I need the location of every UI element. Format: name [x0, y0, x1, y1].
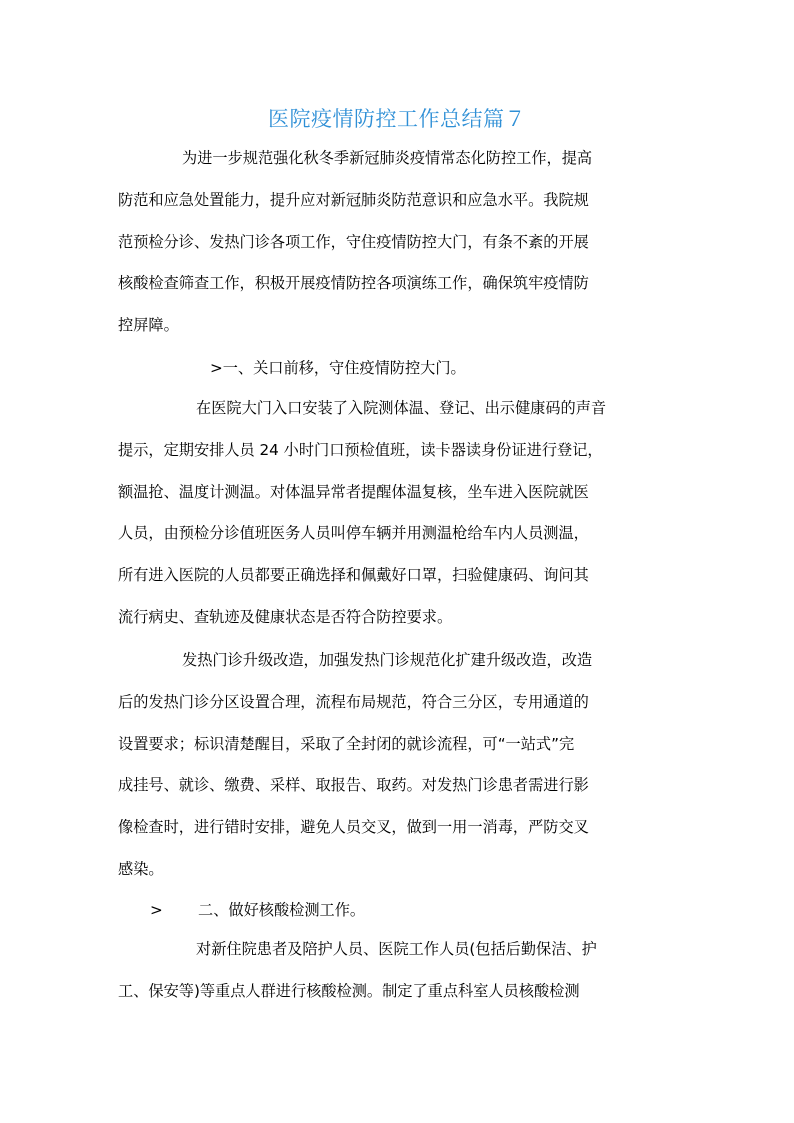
paragraph-line: 控屏障。 — [118, 316, 179, 335]
paragraph-line: 后的发热门诊分区设置合理，流程布局规范，符合三分区，专用通道的 — [118, 692, 589, 711]
paragraph-line: 所有进入医院的人员都要正确选择和佩戴好口罩，扫验健康码、询问其 — [118, 566, 589, 585]
paragraph-line: 工、保安等)等重点人群进行核酸检测。制定了重点科室人员核酸检测 — [118, 981, 580, 1000]
paragraph-fever-clinic — [118, 640, 678, 891]
section-heading-2: 二、做好核酸检测工作。 — [198, 901, 366, 919]
paragraph-line: 为进一步规范强化秋冬季新冠肺炎疫情常态化防控工作，提高 — [182, 149, 593, 167]
document-title: 医院疫情防控工作总结篇７ — [268, 107, 526, 131]
paragraph-line: 发热门诊升级改造，加强发热门诊规范化扩建升级改造，改造 — [182, 651, 593, 669]
paragraph-line: 提示，定期安排人员 24 小时门口预检值班，读卡器读身份证进行登记， — [118, 440, 603, 459]
paragraph-nucleic-acid — [118, 929, 678, 1013]
paragraph-line: 核酸检查筛查工作，积极开展疫情防控各项演练工作，确保筑牢疫情防 — [118, 274, 589, 293]
paragraph-intro — [118, 138, 678, 347]
section-heading-1: >一、关口前移，守住疫情防控大门。 — [210, 359, 466, 377]
paragraph-line: 成挂号、就诊、缴费、采样、取报告、取药。对发热门诊患者需进行影 — [118, 776, 589, 795]
paragraph-line: 设置要求；标识清楚醒目，采取了全封闭的就诊流程，可“一站式”完 — [118, 734, 575, 753]
paragraph-line: 在医院大门入口安装了入院测体温、登记、出示健康码的声音 — [196, 399, 607, 417]
paragraph-line: 流行病史、查轨迹及健康状态是否符合防控要求。 — [118, 607, 453, 626]
paragraph-line: 防范和应急处置能力，提升应对新冠肺炎防范意识和应急水平。我院规 — [118, 190, 589, 209]
paragraph-line: 对新住院患者及陪护人员、医院工作人员(包括后勤保洁、护 — [196, 940, 597, 958]
section-heading-2-marker: > — [150, 901, 163, 919]
paragraph-entrance — [118, 388, 678, 639]
paragraph-line: 范预检分诊、发热门诊各项工作，守住疫情防控大门，有条不紊的开展 — [118, 232, 589, 251]
paragraph-line: 像检查时，进行错时安排，避免人员交叉，做到一用一消毒，严防交叉 — [118, 818, 589, 837]
paragraph-line: 额温抢、温度计测温。对体温异常者提醒体温复核，坐车进入医院就医 — [118, 482, 589, 501]
paragraph-line: 感染。 — [118, 859, 164, 878]
paragraph-line: 人员，由预检分诊值班医务人员叫停车辆并用测温枪给车内人员测温， — [118, 524, 589, 543]
